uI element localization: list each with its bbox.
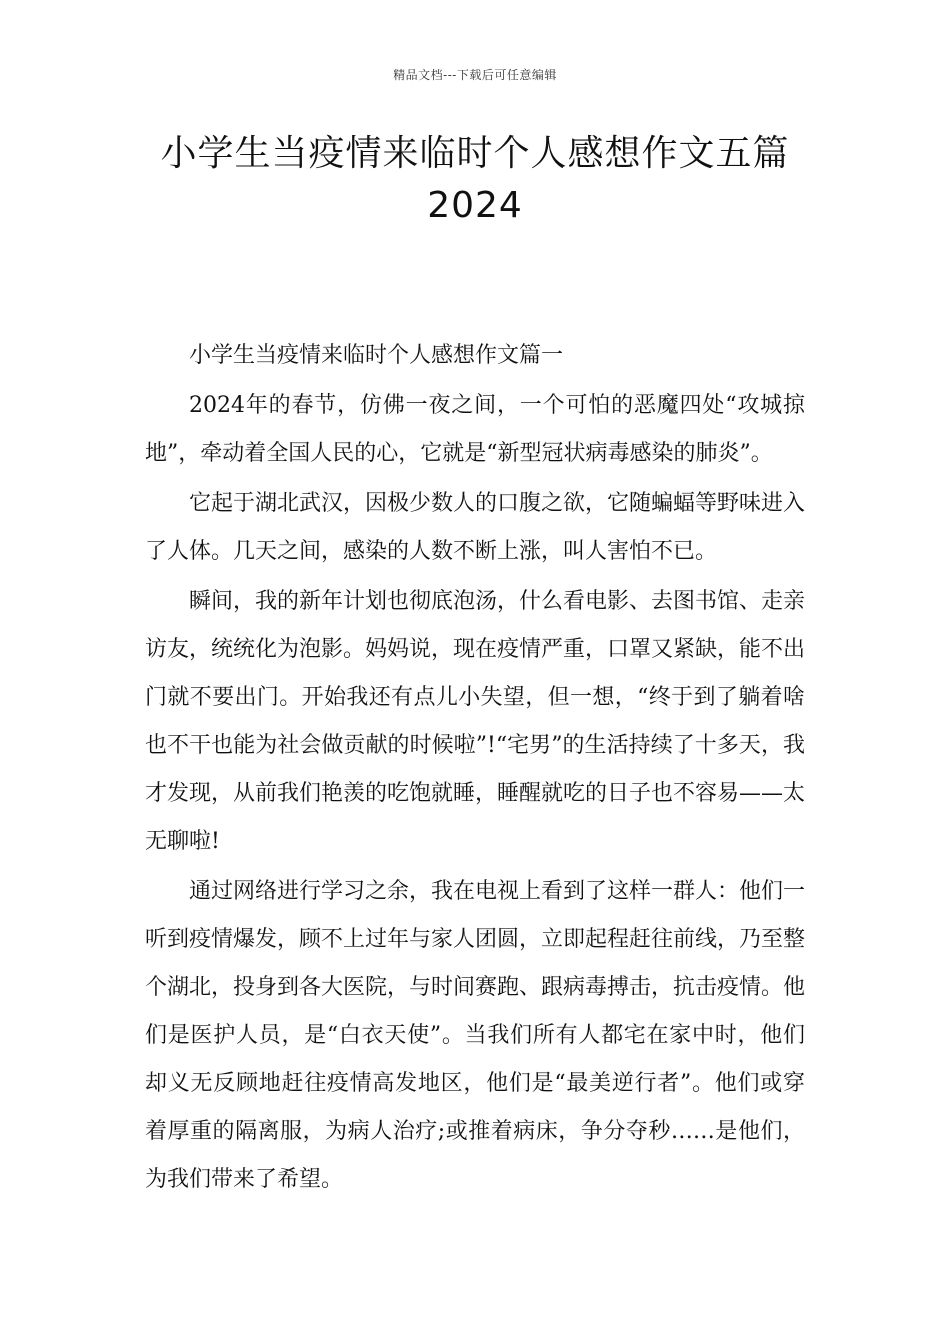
title-line-1: 小学生当疫情来临时个人感想作文五篇: [160, 133, 790, 174]
paragraph: 通过网络进行学习之余，我在电视上看到了这样一群人：他们一听到疫情爆发，顾不上过年与家人团圆，立即起程赶往前线，乃至整个湖北，投身到各大医院，与时间赛跑、跟病毒搏击，抗击疫情。他们是医护人员，是“白衣天使”。当我们所有人都宅在家中时，他们却义无反顾地赶往疫情高发地区，他们是“最美逆行者”。他们或穿着厚重的隔离服，为病人治疗;或推着病床，争分夺秒……是他们，为我们带来了希望。: [145, 879, 806, 1192]
section-heading: 小学生当疫情来临时个人感想作文篇一: [189, 343, 564, 368]
paragraph: 它起于湖北武汉，因极少数人的口腹之欲，它随蝙蝠等野味进入了人体。几天之间，感染的人数不断上涨，叫人害怕不已。: [145, 491, 806, 564]
document-title: [120, 128, 830, 232]
paragraph: 瞬间，我的新年计划也彻底泡汤，什么看电影、去图书馆、走亲访友，统统化为泡影。妈妈说，现在疫情严重，口罩又紧缺，能不出门就不要出门。开始我还有点儿小失望，但一想，“终于到了躺着啥也不干也能为社会做贡献的时候啦”!“宅男”的生活持续了十多天，我才发现，从前我们艳羡的吃饱就睡，睡醒就吃的日子也不容易——太无聊啦!: [145, 589, 806, 854]
document-body: [145, 332, 805, 1206]
paragraph: 2024年的春节，仿佛一夜之间，一个可怕的恶魔四处“攻城掠地”，牵动着全国人民的心，它就是“新型冠状病毒感染的肺炎”。: [145, 393, 805, 466]
title-line-2: 2024: [427, 185, 523, 226]
header-note: 精品文档---下载后可任意编辑: [393, 68, 557, 82]
